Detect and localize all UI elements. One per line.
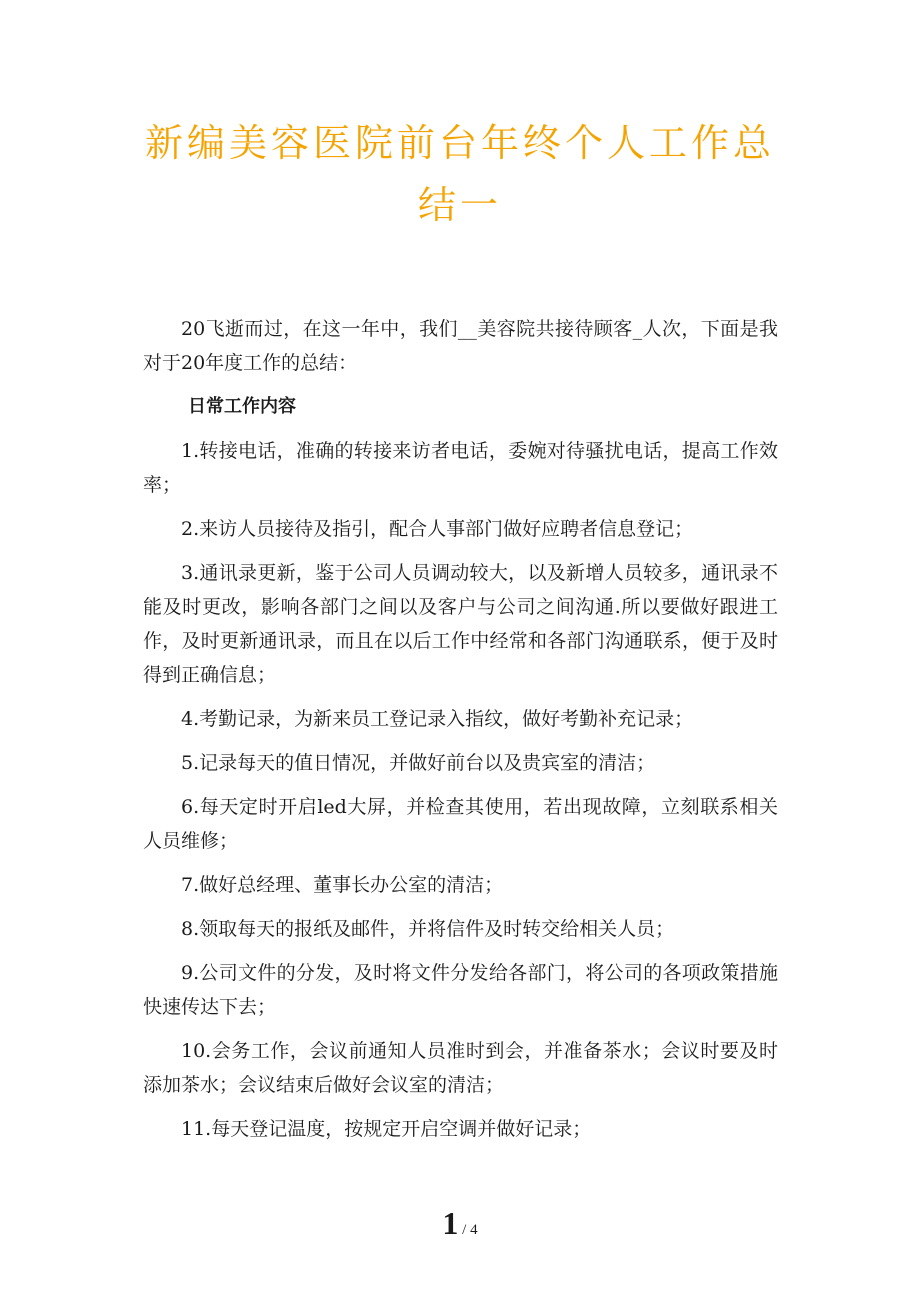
list-item: 1.转接电话，准确的转接来访者电话，委婉对待骚扰电话，提高工作效率；: [143, 440, 778, 496]
list-item: 11.每天登记温度，按规定开启空调并做好记录；: [181, 1118, 592, 1140]
total-pages: 4: [470, 1222, 478, 1238]
intro-paragraph: 20飞逝而过，在这一年中，我们__美容院共接待顾客_人次，下面是我对于20年度工作的总结：: [143, 318, 778, 374]
list-item: 9.公司文件的分发，及时将文件分发给各部门，将公司的各项政策措施快速传达下去；: [143, 962, 778, 1018]
list-item: 2.来访人员接待及指引，配合人事部门做好应聘者信息登记；: [181, 518, 694, 540]
page-separator: /: [458, 1222, 471, 1238]
document-title: [120, 112, 800, 236]
title-line-1: 新编美容医院前台年终个人工作总: [144, 121, 775, 165]
list-item: 6.每天定时开启led大屏，并检查其使用，若出现故障，立刻联系相关人员维修；: [143, 796, 778, 852]
current-page-number: 1: [442, 1205, 459, 1241]
document-body: [143, 312, 778, 1156]
list-item: 10.会务工作，会议前通知人员准时到会，并准备茶水；会议时要及时添加茶水；会议结束后做好会议室的清洁；: [143, 1040, 778, 1096]
list-item: 8.领取每天的报纸及邮件，并将信件及时转交给相关人员；: [181, 918, 675, 940]
section-heading: 日常工作内容: [188, 396, 296, 417]
list-item: 3.通讯录更新，鉴于公司人员调动较大，以及新增人员较多，通讯录不能及时更改，影响各部门之间以及客户与公司之间沟通.所以要做好跟进工作，及时更新通讯录，而且在以后工作中经常和各部门沟通联系，便于及时得到正确信息；: [143, 562, 778, 686]
list-item: 4.考勤记录，为新来员工登记录入指纹，做好考勤补充记录；: [181, 708, 694, 730]
list-item: 7.做好总经理、董事长办公室的清洁；: [181, 874, 504, 896]
list-item: 5.记录每天的值日情况，并做好前台以及贵宾室的清洁；: [181, 752, 656, 774]
page-indicator: [0, 1205, 920, 1242]
title-line-2: 结一: [417, 183, 502, 227]
